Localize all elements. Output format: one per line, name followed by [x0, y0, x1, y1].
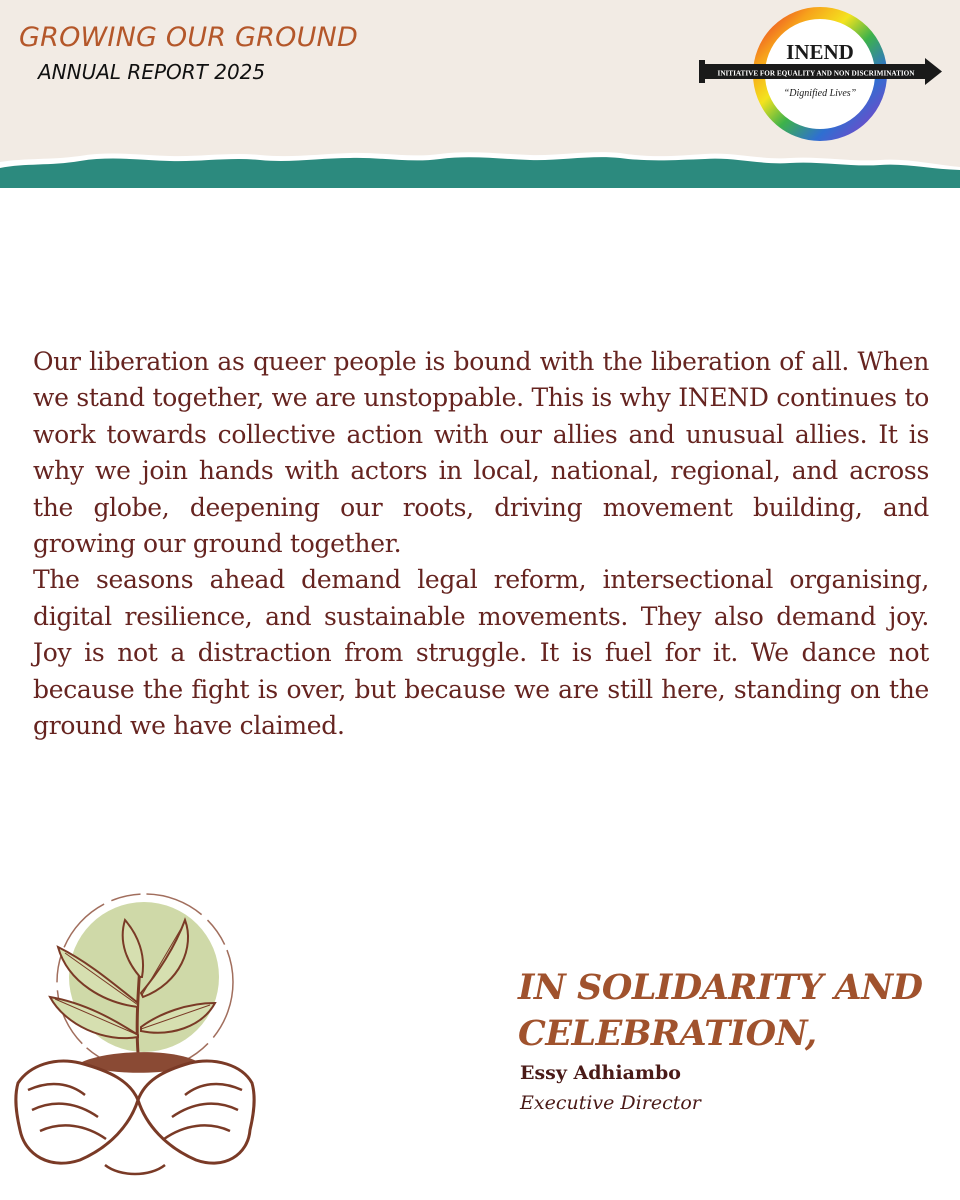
closing-salutation — [518, 965, 922, 1057]
closing-line: CELEBRATION, — [518, 1013, 817, 1054]
report-title: GROWING OUR GROUND — [19, 22, 358, 53]
hands-holding-sprout-icon — [10, 885, 260, 1190]
letter-paragraph: The seasons ahead demand legal reform, intersectional organising, digital resilience, and sustainable movements. They also demand joy. Joy is not a distraction from struggle. It is fuel for it. We dance not because the fight is over, but because we are still here, standing on the ground we have claimed. — [33, 565, 929, 741]
arrow-head-icon — [925, 58, 942, 85]
signer-name: Essy Adhiambo — [520, 1062, 681, 1084]
report-subtitle: ANNUAL REPORT 2025 — [38, 60, 266, 84]
letter-paragraph: Our liberation as queer people is bound with the liberation of all. When we stand together, we are unstoppable. This is why INEND continues to work towards collective action with our allies and unusual allies. It is why we join hands with actors in local, national, regional, and across the globe, deepening our roots, driving movement building, and growing our ground together. — [33, 347, 929, 559]
logo-tagline: INITIATIVE FOR EQUALITY AND NON DISCRIMINATION — [717, 69, 915, 78]
letter-body — [33, 344, 929, 744]
inend-logo — [695, 2, 945, 146]
closing-line: IN SOLIDARITY AND — [518, 967, 923, 1008]
logo-motto: “Dignified Lives” — [783, 88, 857, 99]
signer-title: Executive Director — [520, 1092, 701, 1114]
report-header — [0, 0, 960, 200]
logo-name: INEND — [786, 40, 854, 64]
